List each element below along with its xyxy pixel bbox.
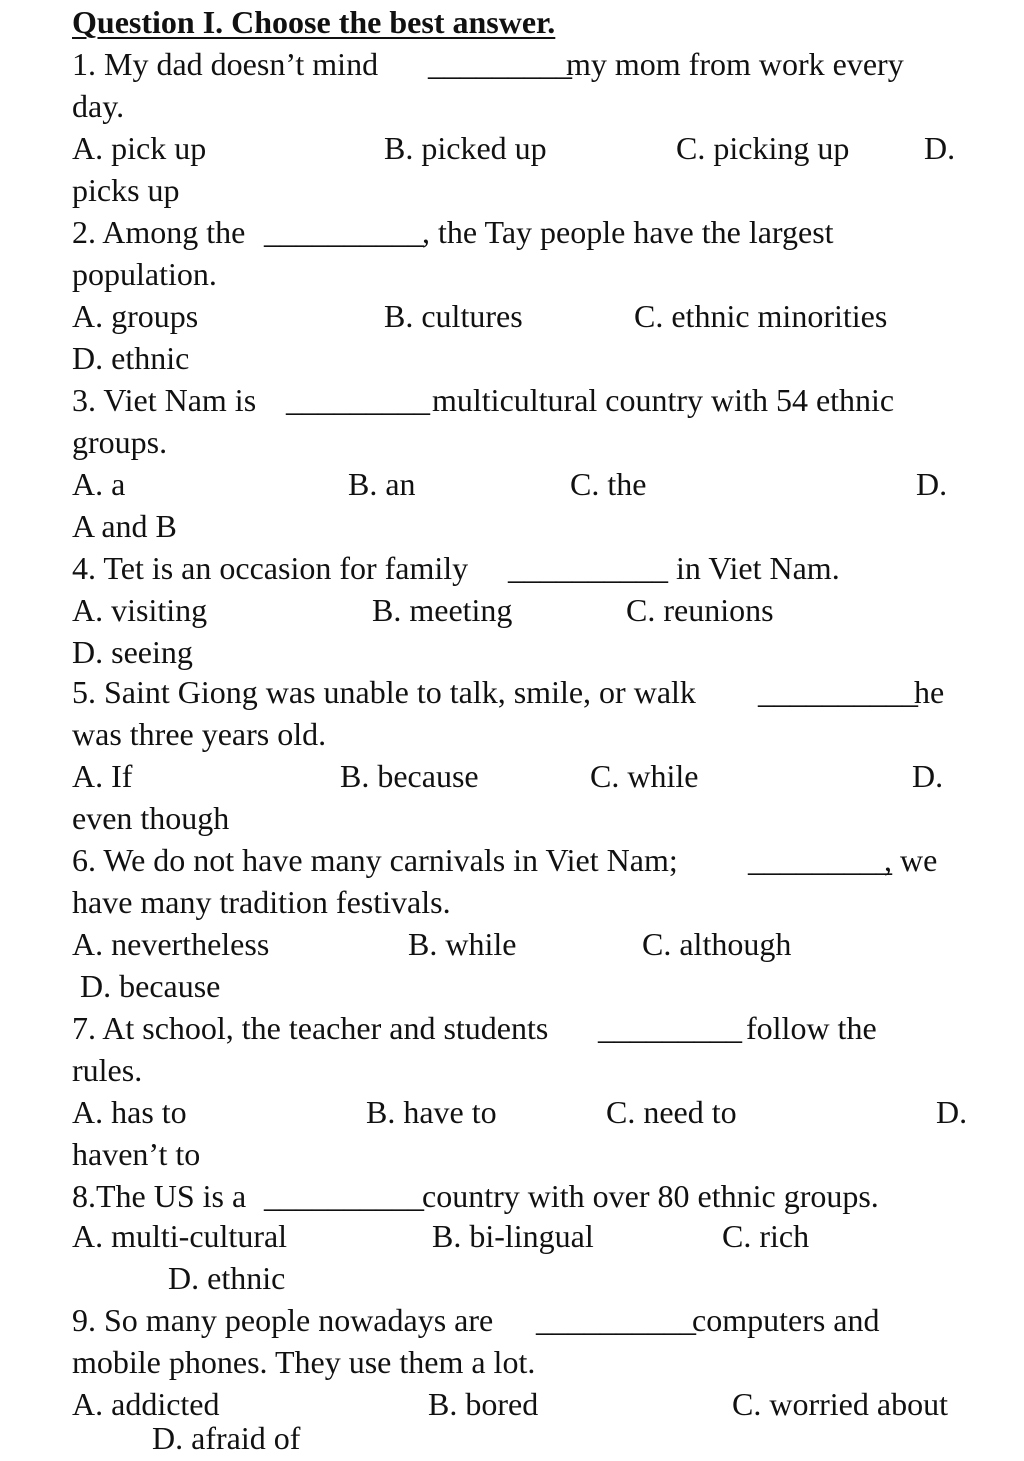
question-3-option-d-letter: D.: [916, 466, 948, 502]
question-8-option-b: B. bi-lingual: [432, 1218, 594, 1254]
question-9-option-b: B. bored: [428, 1386, 539, 1422]
question-2-stem-line-2: population.: [72, 256, 217, 292]
question-7-stem-part-2: follow the: [746, 1010, 877, 1046]
question-8-option-a: A. multi-cultural: [72, 1218, 288, 1254]
question-6-stem-line-2: have many tradition festivals.: [72, 884, 451, 920]
question-9-option-c: C. worried about: [732, 1386, 948, 1422]
question-5-blank: __________: [758, 674, 918, 710]
question-2-stem-part-2: , the Tay people have the largest: [422, 214, 834, 250]
question-5-option-a: A. If: [72, 758, 133, 794]
question-1-option-c: C. picking up: [676, 130, 850, 166]
question-7-stem-line-2: rules.: [72, 1052, 143, 1088]
question-3-option-d-text: A and B: [72, 508, 177, 544]
question-8-stem-part-1: 8.The US is a: [72, 1178, 247, 1214]
question-4-option-b: B. meeting: [372, 592, 513, 628]
question-1-option-b: B. picked up: [384, 130, 547, 166]
question-6-option-c: C. although: [642, 926, 792, 962]
question-7-option-a: A. has to: [72, 1094, 187, 1130]
question-7-option-d-text: haven’t to: [72, 1136, 201, 1172]
question-7-option-c: C. need to: [606, 1094, 737, 1130]
question-4-stem-part-2: in Viet Nam.: [676, 550, 840, 586]
question-5-stem-part-2: he: [914, 674, 945, 710]
question-6-option-b: B. while: [408, 926, 517, 962]
question-4-blank: __________: [508, 550, 668, 586]
question-6-blank: _________: [748, 842, 892, 878]
question-1-stem-part-1: 1. My dad doesn’t mind: [72, 46, 379, 82]
question-2-option-a: A. groups: [72, 298, 199, 334]
question-9-stem-part-1: 9. So many people nowadays are: [72, 1302, 494, 1338]
question-3-stem-part-1: 3. Viet Nam is: [72, 382, 257, 418]
question-4-stem-part-1: 4. Tet is an occasion for family: [72, 550, 469, 586]
question-1-option-d-letter: D.: [924, 130, 956, 166]
question-9-stem-part-2: computers and: [692, 1302, 880, 1338]
question-3-blank: _________: [286, 382, 430, 418]
worksheet-title: Question I. Choose the best answer.: [72, 4, 556, 40]
question-8-option-d: D. ethnic: [168, 1260, 286, 1296]
question-5-option-d-text: even though: [72, 800, 230, 836]
question-6-stem-part-2: , we: [884, 842, 938, 878]
question-7-stem-part-1: 7. At school, the teacher and students: [72, 1010, 549, 1046]
question-8-blank: __________: [264, 1178, 424, 1214]
question-7-option-b: B. have to: [366, 1094, 497, 1130]
question-3-option-a: A. a: [72, 466, 126, 502]
question-8-option-c: C. rich: [722, 1218, 810, 1254]
question-5-option-b: B. because: [340, 758, 479, 794]
question-4-option-a: A. visiting: [72, 592, 208, 628]
question-3-stem-line-2: groups.: [72, 424, 168, 460]
question-8-stem-part-2: country with over 80 ethnic groups.: [422, 1178, 879, 1214]
question-2-blank: __________: [264, 214, 424, 250]
question-3-option-b: B. an: [348, 466, 416, 502]
question-3-option-c: C. the: [570, 466, 647, 502]
question-2-option-c: C. ethnic minorities: [634, 298, 888, 334]
question-9-blank: __________: [536, 1302, 696, 1338]
question-7-option-d-letter: D.: [936, 1094, 968, 1130]
question-1-stem-part-2: my mom from work every: [566, 46, 904, 82]
question-6-option-d: D. because: [80, 968, 221, 1004]
question-1-blank: _________: [428, 46, 572, 82]
question-5-option-c: C. while: [590, 758, 699, 794]
question-5-stem-part-1: 5. Saint Giong was unable to talk, smile, or walk: [72, 674, 696, 710]
question-1-option-a: A. pick up: [72, 130, 207, 166]
question-1-stem-line-2: day.: [72, 88, 125, 124]
question-1-option-d-text: picks up: [72, 172, 180, 208]
question-2-stem-part-1: 2. Among the: [72, 214, 246, 250]
question-2-option-d: D. ethnic: [72, 340, 190, 376]
question-3-stem-part-2: multicultural country with 54 ethnic: [432, 382, 895, 418]
question-2-option-b: B. cultures: [384, 298, 523, 334]
question-6-option-a: A. nevertheless: [72, 926, 270, 962]
question-5-option-d-letter: D.: [912, 758, 944, 794]
question-4-option-c: C. reunions: [626, 592, 774, 628]
question-9-option-a: A. addicted: [72, 1386, 220, 1422]
question-9-option-d: D. afraid of: [152, 1420, 301, 1456]
question-4-option-d: D. seeing: [72, 634, 193, 670]
question-9-stem-line-2: mobile phones. They use them a lot.: [72, 1344, 536, 1380]
question-7-blank: _________: [598, 1010, 742, 1046]
question-6-stem-part-1: 6. We do not have many carnivals in Viet Nam;: [72, 842, 678, 878]
question-5-stem-line-2: was three years old.: [72, 716, 327, 752]
